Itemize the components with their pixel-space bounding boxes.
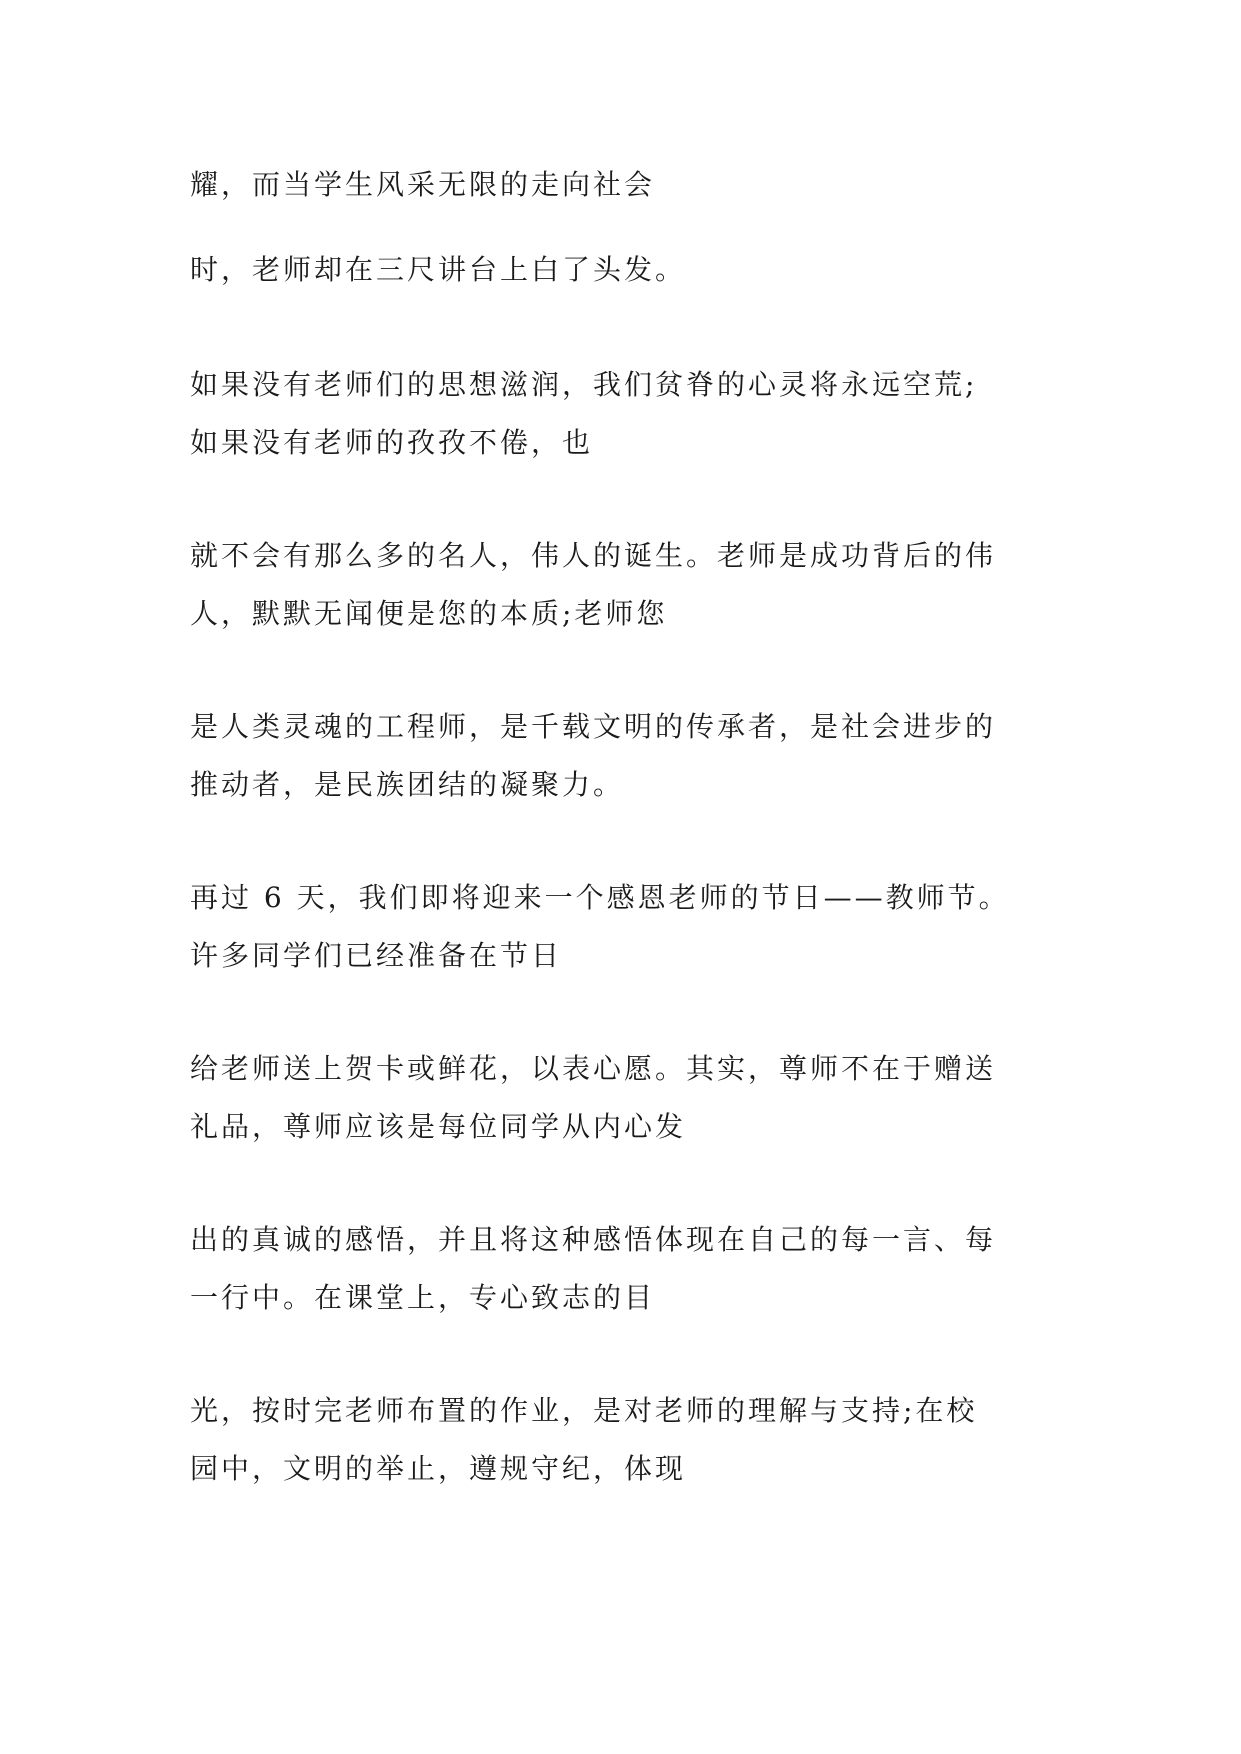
text-line: 一行中。在课堂上，专心致志的目 [190, 1281, 656, 1314]
text-line: 耀，而当学生风采无限的走向社会 [190, 168, 656, 201]
text-line: 许多同学们已经准备在节日 [190, 939, 563, 972]
paragraph-4 [190, 527, 1090, 643]
text-line: 园中，文明的举止，遵规守纪，体现 [190, 1452, 687, 1485]
paragraph-2 [190, 241, 1090, 299]
text-line: 就不会有那么多的名人，伟人的诞生。老师是成功背后的伟 [190, 539, 997, 572]
text-line: 如果没有老师的孜孜不倦，也 [190, 426, 594, 459]
text-line: 给老师送上贺卡或鲜花，以表心愿。其实，尊师不在于赠送 [190, 1052, 997, 1085]
text-line: 是人类灵魂的工程师，是千载文明的传承者，是社会进步的 [190, 710, 997, 743]
text-line: 推动者，是民族团结的凝聚力。 [190, 768, 625, 801]
text-line: 礼品，尊师应该是每位同学从内心发 [190, 1110, 687, 1143]
paragraph-3 [190, 356, 1090, 472]
text-line: 再过 6 天，我们即将迎来一个感恩老师的节日——教师节。 [190, 881, 1010, 914]
text-line: 如果没有老师们的思想滋润，我们贫脊的心灵将永远空荒; [190, 368, 978, 401]
text-line: 时，老师却在三尺讲台上白了头发。 [190, 253, 687, 286]
text-line: 光，按时完老师布置的作业，是对老师的理解与支持;在校 [190, 1394, 978, 1427]
paragraph-7 [190, 1040, 1090, 1156]
paragraph-9 [190, 1382, 1090, 1498]
text-line: 出的真诚的感悟，并且将这种感悟体现在自己的每一言、每 [190, 1223, 997, 1256]
paragraph-8 [190, 1211, 1090, 1327]
paragraph-1 [190, 156, 1090, 214]
text-line: 人，默默无闻便是您的本质;老师您 [190, 597, 668, 630]
paragraph-6 [190, 869, 1090, 985]
paragraph-5 [190, 698, 1090, 814]
